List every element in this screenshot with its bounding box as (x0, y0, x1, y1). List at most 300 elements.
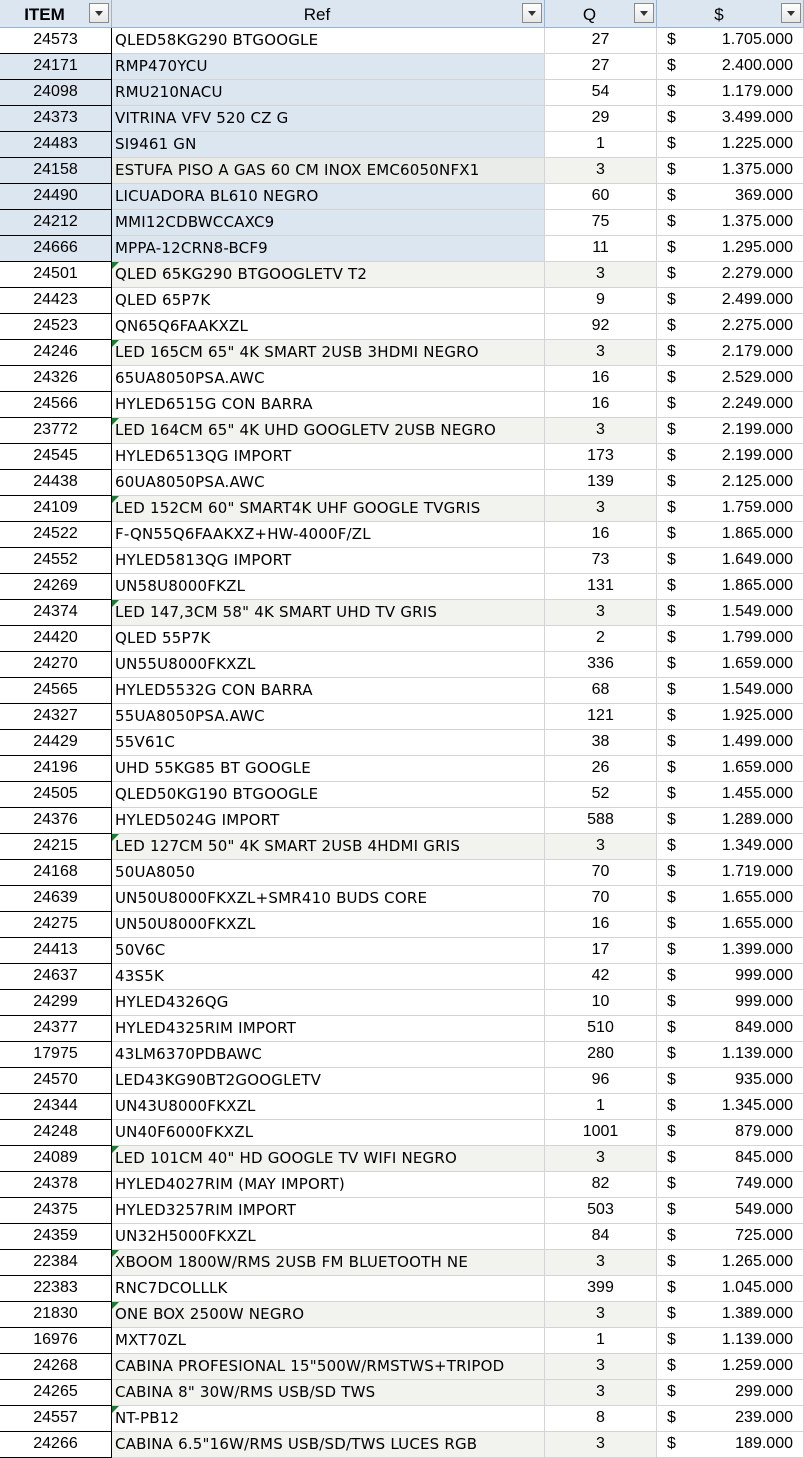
cell-q[interactable]: 10 (545, 990, 657, 1016)
cell-q[interactable]: 510 (545, 1016, 657, 1042)
cell-item[interactable]: 24483 (0, 132, 112, 158)
cell-price[interactable] (657, 1172, 804, 1198)
cell-item[interactable]: 24299 (0, 990, 112, 1016)
cell-price[interactable] (657, 470, 804, 496)
cell-item[interactable]: 24265 (0, 1380, 112, 1406)
cell-price[interactable] (657, 366, 804, 392)
cell-q[interactable]: 16 (545, 912, 657, 938)
price-amount: 1.549.000 (721, 603, 793, 620)
cell-price[interactable] (657, 808, 804, 834)
cell-price[interactable] (657, 1250, 804, 1276)
cell-ref[interactable] (112, 1042, 545, 1068)
cell-price[interactable] (657, 1120, 804, 1146)
cell-item[interactable]: 24375 (0, 1198, 112, 1224)
cell-ref[interactable] (112, 730, 545, 756)
cell-price[interactable] (657, 1276, 804, 1302)
table-row (0, 392, 804, 418)
cell-ref[interactable] (112, 808, 545, 834)
price-amount: 725.000 (735, 1227, 793, 1244)
price-amount: 1.265.000 (721, 1253, 793, 1270)
cell-price[interactable] (657, 782, 804, 808)
cell-ref-text: CABINA PROFESIONAL 15"500W/RMSTWS+TRIPOD (115, 1357, 505, 1375)
cell-ref-text: QLED 65P7K (115, 291, 211, 309)
cell-ref[interactable] (112, 574, 545, 600)
cell-q[interactable]: 3 (545, 262, 657, 288)
table-row (0, 756, 804, 782)
cell-item[interactable]: 24326 (0, 366, 112, 392)
cell-price[interactable] (657, 28, 804, 54)
cell-item[interactable]: 24552 (0, 548, 112, 574)
error-indicator-triangle-icon (112, 262, 119, 269)
cell-price[interactable] (657, 938, 804, 964)
header-item-label: ITEM (24, 5, 65, 24)
cell-ref[interactable] (112, 288, 545, 314)
cell-price[interactable] (657, 1432, 804, 1458)
cell-price[interactable] (657, 80, 804, 106)
cell-ref[interactable] (112, 626, 545, 652)
cell-ref-text: 55V61C (115, 733, 176, 751)
cell-item[interactable]: 24327 (0, 704, 112, 730)
cell-ref[interactable] (112, 1068, 545, 1094)
cell-item[interactable]: 17975 (0, 1042, 112, 1068)
cell-q[interactable]: 70 (545, 860, 657, 886)
table-row (0, 1276, 804, 1302)
cell-q[interactable]: 3 (545, 1146, 657, 1172)
cell-price[interactable] (657, 340, 804, 366)
cell-item[interactable]: 24570 (0, 1068, 112, 1094)
cell-q[interactable]: 3 (545, 1302, 657, 1328)
cell-q[interactable]: 280 (545, 1042, 657, 1068)
cell-ref-text: HYLED4325RIM IMPORT (115, 1019, 297, 1037)
cell-price[interactable] (657, 184, 804, 210)
cell-q[interactable]: 42 (545, 964, 657, 990)
cell-q[interactable]: 82 (545, 1172, 657, 1198)
cell-ref-text: CABINA 6.5"16W/RMS USB/SD/TWS LUCES RGB (115, 1435, 478, 1453)
cell-item[interactable]: 24423 (0, 288, 112, 314)
price-amount: 1.719.000 (721, 863, 793, 880)
cell-item[interactable]: 24089 (0, 1146, 112, 1172)
cell-q[interactable]: 9 (545, 288, 657, 314)
cell-q[interactable]: 131 (545, 574, 657, 600)
cell-ref[interactable] (112, 990, 545, 1016)
cell-ref[interactable] (112, 496, 545, 522)
cell-ref[interactable] (112, 756, 545, 782)
cell-q[interactable]: 96 (545, 1068, 657, 1094)
cell-price[interactable] (657, 834, 804, 860)
dropdown-filter-icon[interactable] (634, 3, 654, 23)
price-amount: 1.659.000 (721, 655, 793, 672)
cell-price[interactable] (657, 1146, 804, 1172)
cell-ref[interactable] (112, 912, 545, 938)
currency-symbol: $ (667, 1097, 676, 1114)
cell-item[interactable]: 24378 (0, 1172, 112, 1198)
cell-item[interactable]: 24505 (0, 782, 112, 808)
cell-q[interactable]: 3 (545, 1354, 657, 1380)
cell-q[interactable]: 68 (545, 678, 657, 704)
cell-price[interactable] (657, 418, 804, 444)
currency-symbol: $ (667, 369, 676, 386)
cell-ref[interactable] (112, 80, 545, 106)
cell-item[interactable]: 24429 (0, 730, 112, 756)
cell-price[interactable] (657, 1198, 804, 1224)
table-row (0, 1016, 804, 1042)
cell-price[interactable] (657, 886, 804, 912)
cell-price[interactable] (657, 158, 804, 184)
cell-ref[interactable] (112, 28, 545, 54)
currency-symbol: $ (667, 629, 676, 646)
dropdown-filter-icon[interactable] (522, 3, 542, 23)
cell-price[interactable] (657, 626, 804, 652)
cell-q[interactable]: 11 (545, 236, 657, 262)
cell-ref[interactable] (112, 470, 545, 496)
currency-symbol: $ (667, 213, 676, 230)
header-item[interactable] (0, 0, 112, 28)
cell-q[interactable]: 60 (545, 184, 657, 210)
cell-item[interactable]: 24545 (0, 444, 112, 470)
cell-q[interactable]: 17 (545, 938, 657, 964)
cell-ref[interactable] (112, 1328, 545, 1354)
cell-q[interactable]: 1 (545, 132, 657, 158)
currency-symbol: $ (667, 395, 676, 412)
price-amount: 1.799.000 (721, 629, 793, 646)
cell-item[interactable]: 24344 (0, 1094, 112, 1120)
cell-ref[interactable] (112, 366, 545, 392)
cell-price[interactable] (657, 990, 804, 1016)
cell-q[interactable]: 1001 (545, 1120, 657, 1146)
cell-item[interactable]: 24413 (0, 938, 112, 964)
table-row (0, 366, 804, 392)
cell-item[interactable]: 24523 (0, 314, 112, 340)
cell-ref-text: MMI12CDBWCCAXC9 (115, 213, 275, 231)
cell-price[interactable] (657, 704, 804, 730)
cell-item[interactable]: 24557 (0, 1406, 112, 1432)
currency-symbol: $ (667, 239, 676, 256)
cell-ref[interactable] (112, 1120, 545, 1146)
cell-q[interactable]: 3 (545, 418, 657, 444)
error-indicator-triangle-icon (112, 1302, 119, 1309)
cell-ref[interactable] (112, 106, 545, 132)
cell-q[interactable]: 3 (545, 340, 657, 366)
cell-item[interactable]: 24373 (0, 106, 112, 132)
cell-ref[interactable] (112, 444, 545, 470)
cell-ref[interactable] (112, 1276, 545, 1302)
cell-item[interactable]: 24171 (0, 54, 112, 80)
cell-item[interactable]: 22384 (0, 1250, 112, 1276)
currency-symbol: $ (667, 915, 676, 932)
cell-price[interactable] (657, 964, 804, 990)
price-amount: 1.865.000 (721, 577, 793, 594)
currency-symbol: $ (667, 109, 676, 126)
cell-ref[interactable] (112, 1354, 545, 1380)
currency-symbol: $ (667, 499, 676, 516)
header-ref-label: Ref (303, 5, 331, 24)
cell-q[interactable]: 52 (545, 782, 657, 808)
cell-price[interactable] (657, 1406, 804, 1432)
cell-ref[interactable] (112, 1094, 545, 1120)
cell-q[interactable]: 3 (545, 1380, 657, 1406)
cell-item[interactable]: 24377 (0, 1016, 112, 1042)
cell-q[interactable]: 503 (545, 1198, 657, 1224)
cell-item[interactable]: 23772 (0, 418, 112, 444)
error-indicator-triangle-icon (112, 600, 119, 607)
currency-symbol: $ (667, 681, 676, 698)
cell-ref[interactable] (112, 834, 545, 860)
currency-symbol: $ (667, 187, 676, 204)
cell-ref[interactable] (112, 210, 545, 236)
cell-ref[interactable] (112, 1406, 545, 1432)
cell-q[interactable]: 3 (545, 158, 657, 184)
cell-q[interactable]: 3 (545, 834, 657, 860)
cell-item[interactable]: 24109 (0, 496, 112, 522)
dropdown-filter-icon[interactable] (781, 3, 801, 23)
table-row (0, 938, 804, 964)
cell-item[interactable]: 24637 (0, 964, 112, 990)
cell-price[interactable] (657, 652, 804, 678)
cell-ref[interactable] (112, 522, 545, 548)
cell-ref[interactable] (112, 418, 545, 444)
cell-ref[interactable] (112, 938, 545, 964)
price-amount: 1.705.000 (721, 31, 793, 48)
cell-q[interactable]: 84 (545, 1224, 657, 1250)
cell-item[interactable]: 24275 (0, 912, 112, 938)
cell-item[interactable]: 24246 (0, 340, 112, 366)
cell-item[interactable]: 24374 (0, 600, 112, 626)
cell-price[interactable] (657, 496, 804, 522)
cell-price[interactable] (657, 548, 804, 574)
dropdown-filter-icon[interactable] (89, 3, 109, 23)
cell-price[interactable] (657, 262, 804, 288)
cell-item[interactable]: 24098 (0, 80, 112, 106)
header-q[interactable] (545, 0, 657, 28)
cell-ref[interactable] (112, 1016, 545, 1042)
cell-ref[interactable] (112, 1224, 545, 1250)
cell-price[interactable] (657, 522, 804, 548)
cell-item[interactable]: 24268 (0, 1354, 112, 1380)
cell-q[interactable]: 16 (545, 392, 657, 418)
cell-item[interactable]: 24490 (0, 184, 112, 210)
cell-q[interactable]: 173 (545, 444, 657, 470)
cell-price[interactable] (657, 106, 804, 132)
cell-item[interactable]: 24376 (0, 808, 112, 834)
cell-price[interactable] (657, 912, 804, 938)
currency-symbol: $ (667, 1253, 676, 1270)
cell-ref[interactable] (112, 678, 545, 704)
error-indicator-triangle-icon (112, 834, 119, 841)
cell-ref[interactable] (112, 132, 545, 158)
cell-ref[interactable] (112, 652, 545, 678)
cell-ref-text: LICUADORA BL610 NEGRO (115, 187, 319, 205)
currency-symbol: $ (667, 1383, 676, 1400)
header-ref[interactable] (112, 0, 545, 28)
cell-ref[interactable] (112, 54, 545, 80)
cell-q[interactable]: 29 (545, 106, 657, 132)
cell-price[interactable] (657, 678, 804, 704)
cell-item[interactable]: 24639 (0, 886, 112, 912)
currency-symbol: $ (667, 1331, 676, 1348)
cell-item[interactable]: 24168 (0, 860, 112, 886)
cell-q[interactable]: 70 (545, 886, 657, 912)
cell-item[interactable]: 24565 (0, 678, 112, 704)
cell-q[interactable]: 3 (545, 1432, 657, 1458)
cell-price[interactable] (657, 1016, 804, 1042)
table-row (0, 1250, 804, 1276)
cell-q[interactable]: 399 (545, 1276, 657, 1302)
header-price[interactable] (657, 0, 804, 28)
cell-price[interactable] (657, 132, 804, 158)
table-row (0, 340, 804, 366)
price-amount: 1.259.000 (721, 1357, 793, 1374)
cell-item[interactable]: 24215 (0, 834, 112, 860)
cell-item[interactable]: 16976 (0, 1328, 112, 1354)
cell-price[interactable] (657, 1354, 804, 1380)
cell-q[interactable]: 139 (545, 470, 657, 496)
cell-ref[interactable] (112, 782, 545, 808)
cell-ref[interactable] (112, 1250, 545, 1276)
cell-ref-text: UN58U8000FKZL (115, 577, 246, 595)
currency-symbol: $ (667, 421, 676, 438)
cell-q[interactable]: 1 (545, 1094, 657, 1120)
cell-price[interactable] (657, 1328, 804, 1354)
currency-symbol: $ (667, 837, 676, 854)
cell-item[interactable]: 24248 (0, 1120, 112, 1146)
cell-item[interactable]: 24420 (0, 626, 112, 652)
cell-item[interactable]: 24501 (0, 262, 112, 288)
table-row (0, 1146, 804, 1172)
cell-price[interactable] (657, 444, 804, 470)
cell-q[interactable]: 588 (545, 808, 657, 834)
cell-item[interactable]: 24573 (0, 28, 112, 54)
cell-q[interactable]: 92 (545, 314, 657, 340)
cell-ref[interactable] (112, 1146, 545, 1172)
cell-ref[interactable] (112, 184, 545, 210)
cell-item[interactable]: 24269 (0, 574, 112, 600)
cell-ref[interactable] (112, 1380, 545, 1406)
cell-price[interactable] (657, 730, 804, 756)
cell-price[interactable] (657, 1042, 804, 1068)
cell-ref-text: SI9461 GN (115, 135, 197, 153)
cell-q[interactable]: 2 (545, 626, 657, 652)
price-amount: 1.225.000 (721, 135, 793, 152)
cell-item[interactable]: 24212 (0, 210, 112, 236)
cell-ref-text: QLED50KG190 BTGOOGLE (115, 785, 319, 803)
cell-item[interactable]: 24266 (0, 1432, 112, 1458)
cell-q[interactable]: 54 (545, 80, 657, 106)
cell-price[interactable] (657, 1302, 804, 1328)
price-amount: 749.000 (735, 1175, 793, 1192)
cell-ref[interactable] (112, 1302, 545, 1328)
price-amount: 2.279.000 (721, 265, 793, 282)
cell-ref[interactable] (112, 340, 545, 366)
price-amount: 1.179.000 (721, 83, 793, 100)
cell-ref-text: 43S5K (115, 967, 164, 985)
cell-item[interactable]: 24666 (0, 236, 112, 262)
cell-item[interactable]: 24196 (0, 756, 112, 782)
cell-price[interactable] (657, 392, 804, 418)
cell-price[interactable] (657, 1224, 804, 1250)
price-amount: 1.865.000 (721, 525, 793, 542)
cell-price[interactable] (657, 1380, 804, 1406)
cell-item[interactable]: 24270 (0, 652, 112, 678)
cell-price[interactable] (657, 860, 804, 886)
cell-ref[interactable] (112, 158, 545, 184)
cell-q[interactable]: 26 (545, 756, 657, 782)
cell-item[interactable]: 24566 (0, 392, 112, 418)
cell-item[interactable]: 21830 (0, 1302, 112, 1328)
cell-price[interactable] (657, 314, 804, 340)
cell-ref[interactable] (112, 964, 545, 990)
cell-ref[interactable] (112, 704, 545, 730)
price-amount: 935.000 (735, 1071, 793, 1088)
cell-price[interactable] (657, 236, 804, 262)
price-amount: 1.455.000 (721, 785, 793, 802)
cell-price[interactable] (657, 756, 804, 782)
cell-item[interactable]: 22383 (0, 1276, 112, 1302)
cell-q[interactable]: 75 (545, 210, 657, 236)
cell-ref[interactable] (112, 392, 545, 418)
cell-price[interactable] (657, 574, 804, 600)
cell-ref[interactable] (112, 886, 545, 912)
cell-price[interactable] (657, 600, 804, 626)
currency-symbol: $ (667, 759, 676, 776)
cell-q[interactable]: 3 (545, 600, 657, 626)
cell-q[interactable]: 121 (545, 704, 657, 730)
cell-item[interactable]: 24359 (0, 1224, 112, 1250)
cell-item[interactable]: 24522 (0, 522, 112, 548)
cell-q[interactable]: 3 (545, 1250, 657, 1276)
price-amount: 1.295.000 (721, 239, 793, 256)
cell-q[interactable]: 16 (545, 366, 657, 392)
cell-q[interactable]: 336 (545, 652, 657, 678)
table-row (0, 1406, 804, 1432)
cell-q[interactable]: 27 (545, 28, 657, 54)
cell-ref[interactable] (112, 1432, 545, 1458)
cell-ref[interactable] (112, 262, 545, 288)
cell-item[interactable]: 24438 (0, 470, 112, 496)
cell-q[interactable]: 27 (545, 54, 657, 80)
cell-ref[interactable] (112, 314, 545, 340)
currency-symbol: $ (667, 1409, 676, 1426)
cell-q[interactable]: 73 (545, 548, 657, 574)
cell-q[interactable]: 16 (545, 522, 657, 548)
cell-price[interactable] (657, 1094, 804, 1120)
cell-q[interactable]: 3 (545, 496, 657, 522)
cell-ref[interactable] (112, 860, 545, 886)
cell-price[interactable] (657, 54, 804, 80)
cell-q[interactable]: 38 (545, 730, 657, 756)
currency-symbol: $ (667, 811, 676, 828)
cell-ref[interactable] (112, 548, 545, 574)
cell-price[interactable] (657, 288, 804, 314)
currency-symbol: $ (667, 343, 676, 360)
cell-q[interactable]: 8 (545, 1406, 657, 1432)
currency-symbol: $ (667, 135, 676, 152)
cell-ref[interactable] (112, 236, 545, 262)
cell-ref[interactable] (112, 1172, 545, 1198)
currency-symbol: $ (667, 265, 676, 282)
cell-ref-text: ONE BOX 2500W NEGRO (115, 1305, 305, 1323)
price-amount: 2.400.000 (721, 57, 793, 74)
cell-item[interactable]: 24158 (0, 158, 112, 184)
cell-ref[interactable] (112, 1198, 545, 1224)
cell-price[interactable] (657, 1068, 804, 1094)
cell-price[interactable] (657, 210, 804, 236)
cell-ref[interactable] (112, 600, 545, 626)
currency-symbol: $ (667, 473, 676, 490)
cell-q[interactable]: 1 (545, 1328, 657, 1354)
price-amount: 3.499.000 (721, 109, 793, 126)
price-amount: 2.275.000 (721, 317, 793, 334)
cell-ref-text: 60UA8050PSA.AWC (115, 473, 265, 491)
